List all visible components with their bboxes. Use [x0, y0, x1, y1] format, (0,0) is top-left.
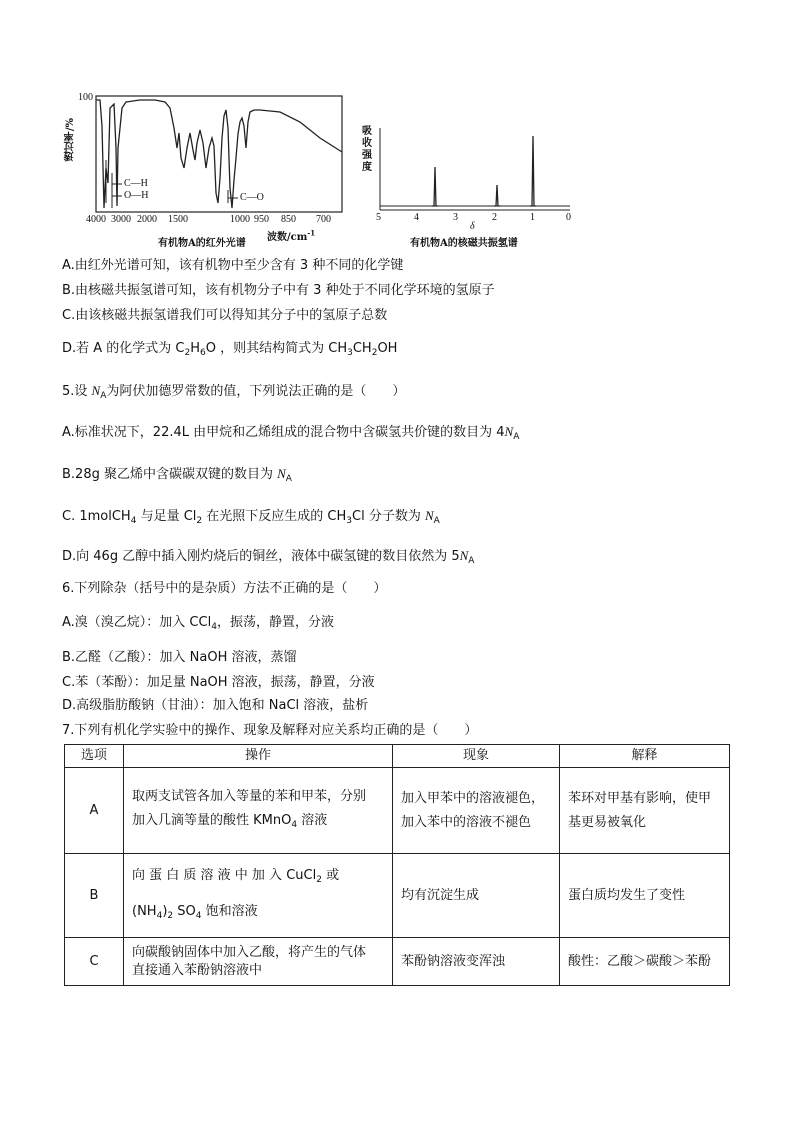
- nmr-peak-1: [432, 167, 438, 206]
- table-row: [65, 768, 730, 854]
- q5-option-d: D.向 46g 乙醇中插入刚灼烧后的铜丝，液体中碳氢键的数目依然为 $5N_A$: [62, 548, 475, 566]
- q6-option-a: A.溴（溴乙烷）：加入 CCl$_4$，振荡，静置，分液: [62, 615, 334, 632]
- nmr-xtick: 3: [453, 212, 458, 223]
- q7-table: [64, 744, 730, 986]
- nmr-xtick: 2: [492, 212, 497, 223]
- ir-xtick: 1500: [168, 214, 188, 225]
- header-phenomenon: 现象: [393, 745, 560, 768]
- ir-bond-label-ch: C—H: [124, 178, 148, 189]
- nmr-peak-2: [494, 185, 500, 206]
- nmr-xtick: 0: [566, 212, 571, 223]
- ir-xtick: 1000: [230, 214, 250, 225]
- nmr-peak-3: [530, 136, 536, 206]
- row-explanation: 蛋白质均发生了变性: [560, 854, 730, 938]
- q4-option-d: D.若 A 的化学式为 $C_2H_6O$ ，则其结构简式为 $CH_3CH_2OH$: [62, 341, 398, 358]
- q4-option-a: A.由红外光谱可知，该有机物中至少含有 3 种不同的化学键: [62, 258, 404, 273]
- q5-option-b: B.28g 聚乙烯中含碳碳双键的数目为 $N_A$: [62, 466, 292, 484]
- header-option: 选项: [65, 745, 124, 768]
- row-phenomenon: 均有沉淀生成: [393, 854, 560, 938]
- table-header-row: [65, 745, 730, 768]
- row-explanation: 苯环对甲基有影响，使甲 基更易被氧化: [560, 768, 730, 854]
- row-option: A: [65, 768, 124, 854]
- ir-xtick: 950: [254, 214, 269, 225]
- table-row: [65, 854, 730, 938]
- ir-y-axis-label: 透过率/%: [65, 118, 76, 162]
- row-operation: 向碳酸钠固体中加入乙酸，将产生的气体 直接通入苯酚钠溶液中: [124, 938, 393, 986]
- q6-option-b: B.乙醛（乙酸）：加入 NaOH 溶液，蒸馏: [62, 650, 297, 665]
- q4-option-c: C.由该核磁共振氢谱我们可以得知其分子中的氢原子总数: [62, 308, 388, 323]
- ir-bond-label-oh: O—H: [124, 190, 149, 201]
- ir-xtick: 2000: [137, 214, 157, 225]
- q4-option-b: B.由核磁共振氢谱可知，该有机物分子中有 3 种处于不同化学环境的氢原子: [62, 283, 495, 298]
- ir-xtick: 850: [281, 214, 296, 225]
- q5-stem: 5.设 $N_A$为阿伏加德罗常数的值，下列说法正确的是（ ）: [62, 383, 406, 401]
- nmr-caption: 有机物A的核磁共振氢谱: [410, 238, 518, 249]
- q6-option-d: D.高级脂肪酸钠（甘油）：加入饱和 NaCl 溶液，盐析: [62, 698, 369, 713]
- nmr-x-axis-label: δ: [470, 221, 475, 232]
- q7-stem: 7.下列有机化学实验中的操作、现象及解释对应关系均正确的是（ ）: [62, 723, 478, 738]
- table-row: [65, 938, 730, 986]
- q6-option-c: C.苯（苯酚）：加足量 NaOH 溶液，振荡，静置，分液: [62, 675, 375, 690]
- ir-ytick-100: 100: [78, 92, 93, 103]
- nmr-xtick: 1: [530, 212, 535, 223]
- row-operation: 向 蛋 白 质 溶 液 中 加 入 CuCl$_2$ 或 $(NH_4)_2$ $SO_4$ 饱和溶液: [124, 854, 393, 938]
- row-phenomenon: 苯酚钠溶液变浑浊: [393, 938, 560, 986]
- nmr-spectrum-figure: [358, 120, 578, 248]
- ir-xtick: 4000: [86, 214, 106, 225]
- row-operation: 取两支试管各加入等量的苯和甲苯，分别 加入几滴等量的酸性 KMnO$_4$ 溶液: [124, 768, 393, 854]
- nmr-y-axis-label: 吸 收 强 度: [362, 126, 372, 173]
- ir-xtick: 700: [316, 214, 331, 225]
- nmr-xtick: 4: [414, 212, 419, 223]
- ir-bond-label-co: C—O: [240, 192, 264, 203]
- ir-x-unit: 波数$/cm^{-1}$: [267, 228, 316, 243]
- q6-stem: 6.下列除杂（括号中的是杂质）方法不正确的是（ ）: [62, 581, 387, 596]
- nmr-spectrum-chart: [358, 120, 578, 248]
- header-operation: 操作: [124, 745, 393, 768]
- ir-spectrum-figure: [60, 88, 350, 248]
- q5-option-c: C. 1molCH$_4$ 与足量 $Cl_2$ 在光照下反应生成的 $CH_3Cl$ 分子数为 $N_A$: [62, 508, 440, 526]
- ir-caption: 有机物A的红外光谱: [158, 238, 246, 249]
- nmr-xtick: 5: [376, 212, 381, 223]
- row-option: B: [65, 854, 124, 938]
- ir-xtick: 3000: [111, 214, 131, 225]
- header-explanation: 解释: [560, 745, 730, 768]
- row-option: C: [65, 938, 124, 986]
- row-explanation: 酸性：乙酸＞碳酸＞苯酚: [560, 938, 730, 986]
- q5-option-a: A.标准状况下，22.4L 由甲烷和乙烯组成的混合物中含碳氢共价键的数目为 $4N_A$: [62, 424, 520, 442]
- row-phenomenon: 加入甲苯中的溶液褪色， 加入苯中的溶液不褪色: [393, 768, 560, 854]
